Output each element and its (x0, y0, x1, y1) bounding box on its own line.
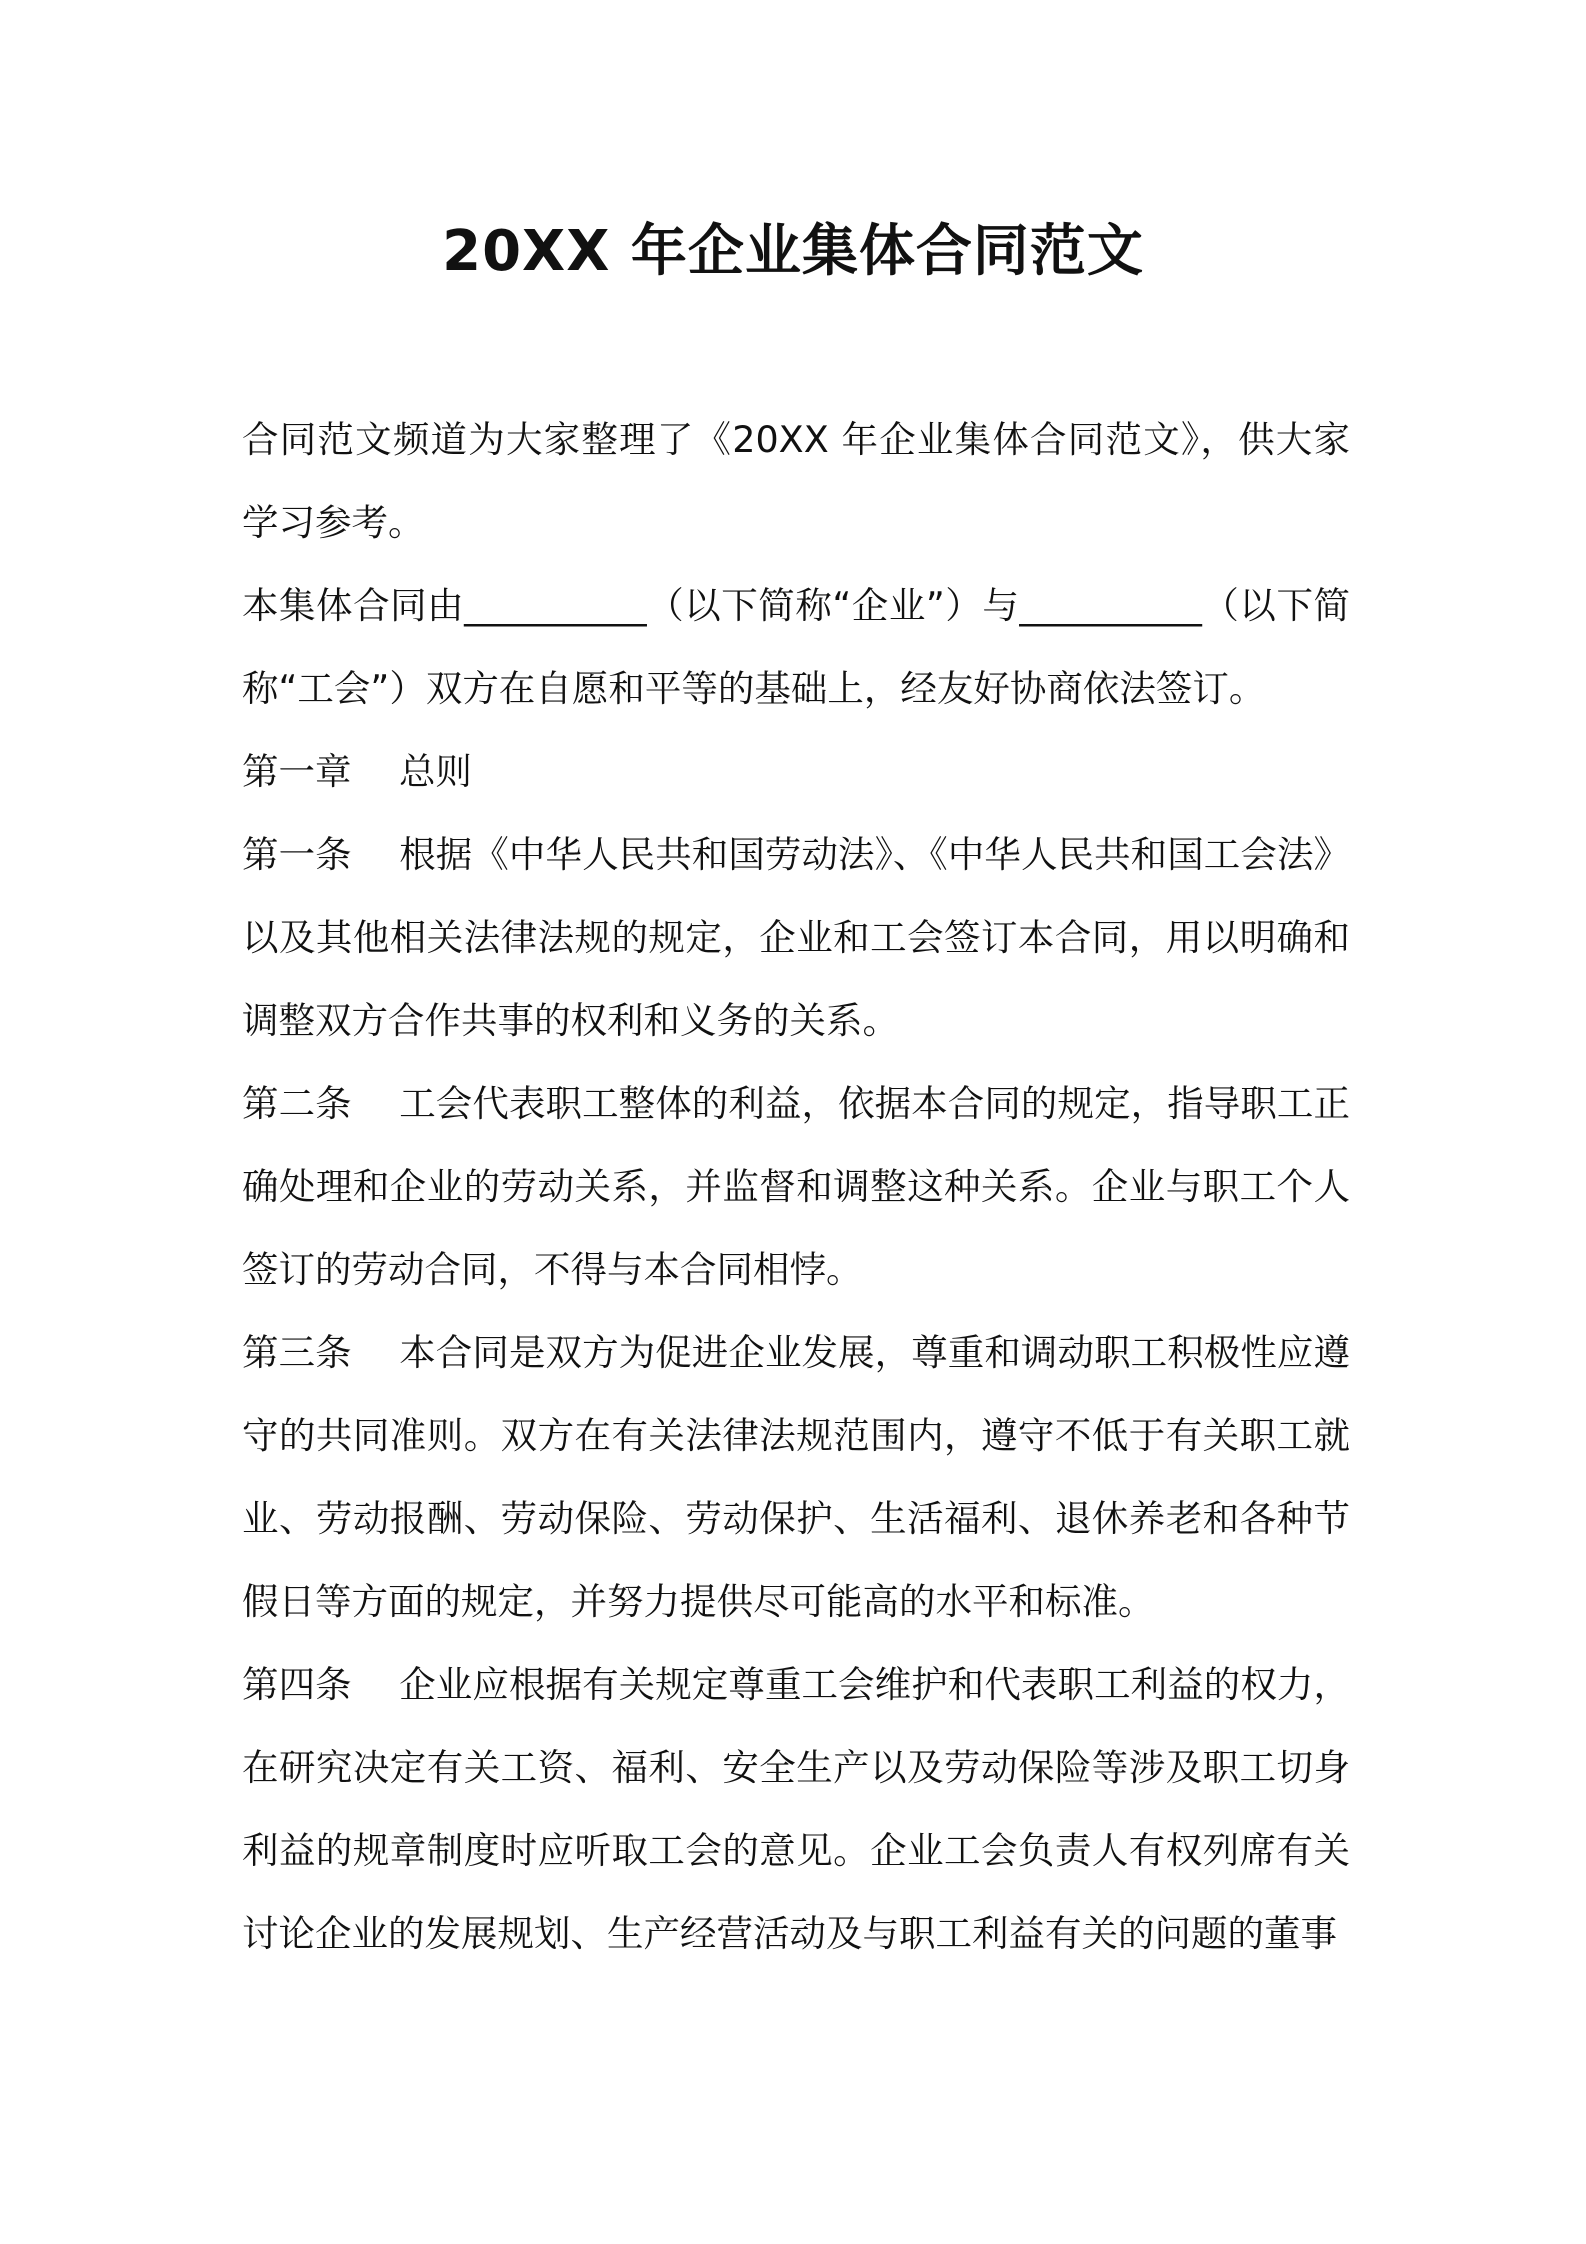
article-text: 企业应根据有关规定尊重工会维护和代表职工利益的权力，在研究决定有关工资、福利、安全生产以及劳动保险等涉及职工切身利益的规章制度时应听取工会的意见。企业工会负责人有权列席有关讨论企业的发展规划、生产经营活动及与职工利益有关的问题的董事 (242, 1663, 1351, 1955)
article-text: 根据《中华人民共和国劳动法》、《中华人民共和国工会法》以及其他相关法律法规的规定，企业和工会签订本合同，用以明确和调整双方合作共事的权利和义务的关系。 (242, 833, 1351, 1042)
chapter-label: 第一章 (242, 750, 352, 793)
chapter-heading (242, 730, 1350, 813)
article-2 (242, 1062, 1350, 1311)
article-label: 第三条 (242, 1331, 352, 1374)
chapter-name: 总则 (398, 750, 472, 793)
article-text: 工会代表职工整体的利益，依据本合同的规定，指导职工正确处理和企业的劳动关系，并监督和调整这种关系。企业与职工个人签订的劳动合同，不得与本合同相悖。 (242, 1082, 1351, 1291)
document-title: 20XX 年企业集体合同范文 (442, 219, 1144, 284)
article-text: 本合同是双方为促进企业发展，尊重和调动职工积极性应遵守的共同准则。双方在有关法律法规范围内，遵守不低于有关职工就业、劳动报酬、劳动保险、劳动保护、生活福利、退休养老和各种节假日等方面的规定，并努力提供尽可能高的水平和标准。 (242, 1331, 1351, 1623)
article-label: 第二条 (242, 1082, 352, 1125)
document-body (242, 398, 1350, 1975)
article-label: 第四条 (242, 1663, 352, 1706)
article-3 (242, 1311, 1350, 1643)
article-label: 第一条 (242, 833, 352, 876)
preamble-paragraph: 本集体合同由__________（以下简称“企业”）与__________（以下简称“工会”）双方在自愿和平等的基础上，经友好协商依法签订。 (242, 584, 1350, 710)
article-1 (242, 813, 1350, 1062)
article-4 (242, 1643, 1350, 1975)
intro-paragraph: 合同范文频道为大家整理了《20XX 年企业集体合同范文》，供大家学习参考。 (242, 418, 1350, 544)
